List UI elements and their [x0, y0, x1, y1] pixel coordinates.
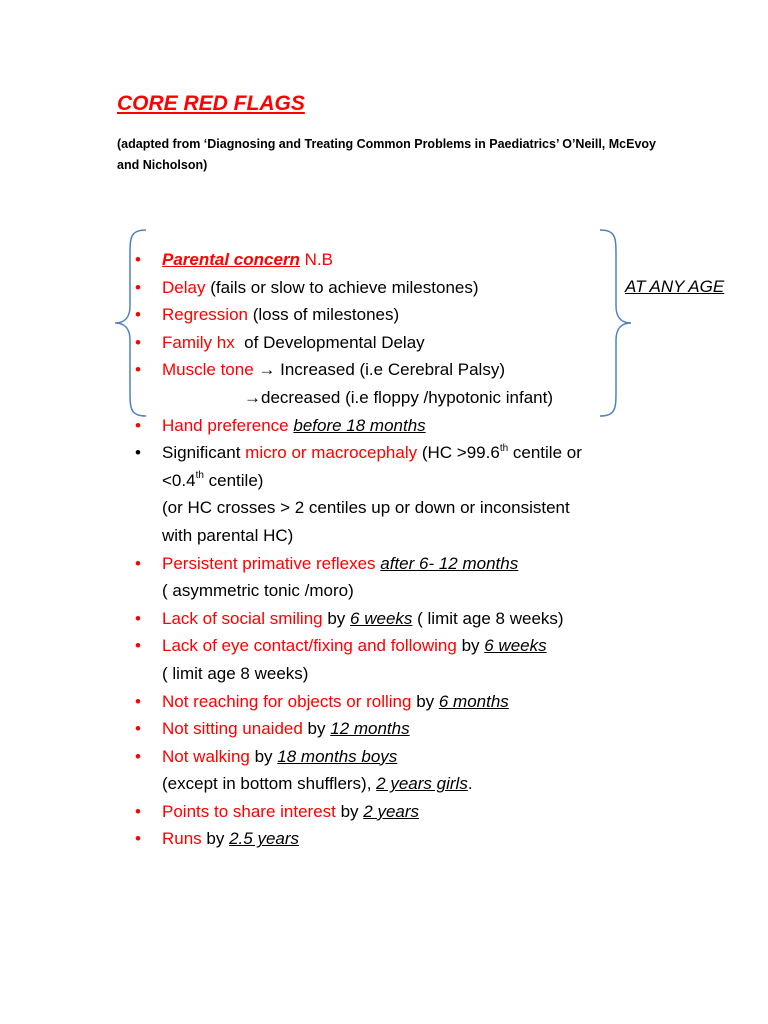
item-text: Significant — [162, 443, 246, 463]
bullet: • — [135, 801, 141, 821]
item-label: Parental concern — [162, 250, 300, 269]
list-item-continuation — [135, 494, 655, 522]
item-text: centile or — [508, 443, 582, 463]
item-age: 2 years girls — [376, 774, 468, 794]
list-item-continuation — [135, 770, 655, 798]
item-text: of Developmental Delay — [234, 332, 425, 352]
item-text: →decreased (i.e floppy /hypotonic infant) — [244, 387, 554, 407]
superscript: th — [499, 442, 509, 454]
bullet: • — [135, 719, 141, 739]
item-age: before 18 months — [293, 415, 426, 435]
item-text: (fails or slow to achieve milestones) — [205, 277, 479, 297]
item-text: (loss of milestones) — [248, 305, 400, 325]
bullet: • — [135, 553, 141, 573]
list-item — [135, 356, 655, 384]
item-age: after 6- 12 months — [380, 553, 519, 573]
item-text: (HC >99.6 — [417, 443, 500, 463]
item-text: <0.4 — [162, 470, 196, 490]
bullet: • — [135, 305, 141, 325]
red-flags-list — [135, 246, 655, 853]
item-label: micro or macrocephaly — [245, 443, 418, 463]
item-label: Lack of social smiling — [162, 608, 323, 628]
bullet: • — [135, 829, 141, 849]
item-label: Delay — [162, 277, 206, 297]
list-item-continuation — [135, 577, 655, 605]
item-label: Runs — [162, 829, 202, 849]
bullet: • — [135, 746, 141, 766]
item-age: 6 weeks — [350, 608, 413, 628]
list-item — [135, 743, 655, 771]
item-text: with parental HC) — [162, 525, 294, 545]
item-text: . — [467, 774, 473, 794]
list-item — [135, 329, 655, 357]
list-item-continuation — [135, 467, 655, 495]
item-text: by — [411, 691, 439, 711]
item-age: 2 years — [363, 801, 420, 821]
item-label: Not sitting unaided — [162, 719, 303, 739]
item-text: by — [456, 636, 485, 656]
item-age: 2.5 years — [229, 829, 300, 849]
bullet: • — [135, 250, 141, 269]
list-item — [135, 301, 655, 329]
bullet: • — [135, 608, 141, 628]
item-age: 12 months — [330, 719, 410, 739]
list-item-continuation — [135, 660, 655, 688]
list-item — [135, 798, 655, 826]
item-label: Lack of eye contact/fixing and following — [162, 636, 457, 656]
list-item — [135, 715, 655, 743]
bullet: • — [135, 332, 141, 352]
item-text: ( limit age 8 weeks) — [162, 663, 309, 683]
list-item — [135, 605, 655, 633]
item-label: Not reaching for objects or rolling — [162, 691, 412, 711]
item-text: centile) — [203, 470, 264, 490]
item-label: Points to share interest — [162, 801, 336, 821]
item-label: Family hx — [162, 332, 235, 352]
list-item-continuation — [135, 522, 655, 550]
item-label: Not walking — [162, 746, 250, 766]
list-item — [135, 274, 655, 302]
item-text: (or HC crosses > 2 centiles up or down or inconsistent — [162, 498, 570, 518]
item-text: by — [201, 829, 230, 849]
item-text: by — [302, 719, 331, 739]
item-text: by — [249, 746, 278, 766]
list-item — [135, 632, 655, 660]
item-text: ( limit age 8 weeks) — [412, 608, 564, 628]
bullet: • — [135, 636, 141, 656]
item-label: Regression — [162, 305, 248, 325]
item-text: by — [335, 801, 364, 821]
list-item — [135, 688, 655, 716]
item-age: 6 months — [438, 691, 509, 711]
superscript: th — [195, 470, 204, 482]
at-any-age-label: AT ANY AGE — [625, 277, 725, 296]
bullet: • — [135, 415, 141, 435]
bullet: • — [135, 277, 141, 297]
item-text: by — [322, 608, 351, 628]
page-title: CORE RED FLAGS — [117, 92, 305, 115]
item-age: 6 weeks — [484, 636, 547, 656]
list-item — [135, 550, 655, 578]
bullet: • — [135, 443, 141, 463]
list-item-continuation — [135, 384, 655, 412]
item-text: → Increased (i.e Cerebral Palsy) — [253, 360, 505, 380]
item-label: Persistent primative reflexes — [162, 553, 376, 573]
list-item — [135, 439, 655, 467]
list-item — [135, 825, 655, 853]
bullet: • — [135, 691, 141, 711]
item-label: Muscle tone — [162, 360, 254, 380]
list-item — [135, 412, 655, 440]
item-label: Hand preference — [162, 415, 289, 435]
item-text: (except in bottom shufflers), — [162, 774, 377, 794]
source-citation: (adapted from ‘Diagnosing and Treating Common Problems in Paediatrics’ O’Neill, McEvoy and Nicholson) — [117, 137, 656, 172]
list-item — [135, 246, 655, 274]
item-note: N.B — [299, 250, 334, 269]
bullet: • — [135, 360, 141, 380]
item-text: ( asymmetric tonic /moro) — [162, 581, 354, 601]
item-age: 18 months boys — [277, 746, 398, 766]
